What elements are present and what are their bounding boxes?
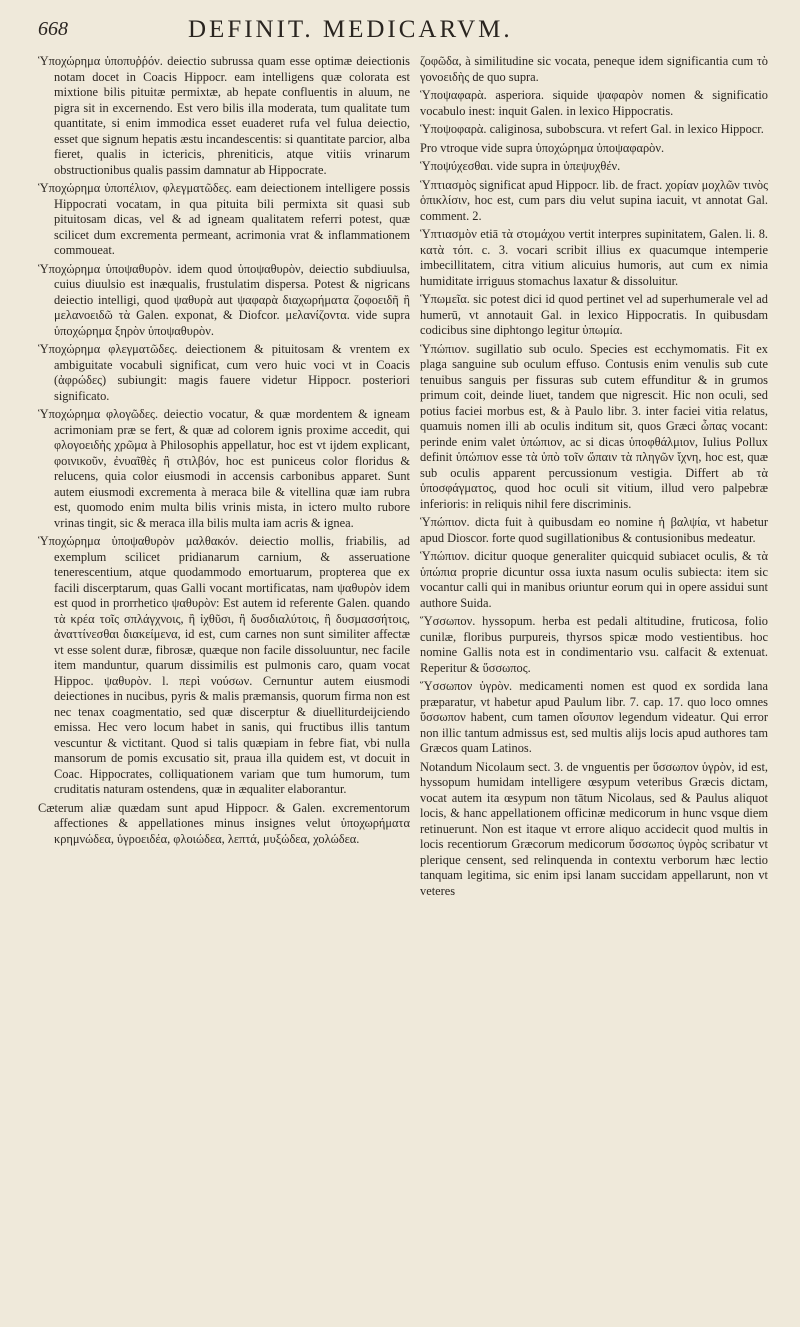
running-title: DEFINIT. MEDICARVM. [188, 16, 513, 43]
entry-paragraph: ζοφῶδα, à similitudine sic vocata, peneque idem significantia cum τὸ γονοειδὴς de quo supra. [420, 54, 768, 84]
entry-paragraph: Ὑπτιασμὸν etiā τὰ στομάχου vertit interpres supinitatem, Galen. li. 8. κατὰ τόπ. c. 3. vocari scribit illius ex quacumque intemperie imbecillitatem, citra vitium alicuius humoris, aut cum ex nimia humiditate irriguus stomachus laxatur & dissoluitur. [420, 227, 768, 288]
left-column [38, 54, 410, 850]
entry-paragraph: Ὕσσωπον ὑγρὸν. medicamenti nomen est quod ex sordida lana præparatur, vt habetur apud Paulum libr. 7. cap. 17. quo loco omnes ὕσσωπον habent, cum tamen οἴσυπον legendum videatur. Qui error non illic tantum admissus est, sed multis alijs locis apud authores tam Græcos quam Latinos. [420, 679, 768, 755]
entry-paragraph: Ὑποψοφαρὰ. caliginosa, subobscura. vt refert Gal. in lexico Hippocr. [420, 122, 764, 136]
entry-paragraph: Ὑπτιασμὸς significat apud Hippocr. lib. de fract. χορίαν μοχλῶν τινὸς ὁπικλίσιν, hoc est, cum pars diu velut supina iacuit, vt annotat Gal. comment. 2. [420, 177, 768, 223]
entry-paragraph: Ὑποχώρημα ὑποπυῤῥόν. deiectio subrussa quam esse optimæ deiectionis notam docet in Coacis Hippocr. eam intelligens quæ colorata est mixtione bilis pituitæ permixtæ, ab hepate confluentis in aluum, ne pigra sit in excernendo. Est vero bilis illa moderata, tum qualitate tum quantitate, si enim immodica esset euaderet rufa vel fulua deiectio, esset que signum hepatis æstu incandescentis: si quantitate parcior, alba fieret, qualis in ictericis, phreniticis, atque vitiis vrinarum obstructionibus qualis passim damnatur ab Hippocrate. [38, 54, 410, 177]
entry-paragraph: Ὑποχώρημα φλογῶδες. deiectio vocatur, & quæ mordentem & igneam acrimoniam præ se fert, & quæ ad colorem ignis proxime accedit, qui φλογοειδὴς χρῶμα à Philosophis appellatur, hoc est vt ijdem explicant, φοινικοῦν, ἐνυαῖθὲς ἢ στιλβόν, hoc est puniceus color floridus & relucens, quia color eiusmodi in accensis carbonibus apparet. Sunt autem eiusmodi excrementa à meraca bile & vitellina quæ iam rubra est, quomodo enim multa bilis vrinis mista, in ictero multo rubore vrinas tingit, sic & meraca illa bilis multa iam acris & ignea. [38, 407, 410, 530]
entry-paragraph: Ὑποχώρημα ὑποπέλιον, φλεγματῶδες. eam deiectionem intelligere possis Hippocrati vocatam, in qua pituita bili permixta sit quasi sub pituitosam dicas, vel & ad igneam qualitatem referri potest, quæ scilicet dum excrementa permeant, acrimonia vrat & inflammationem commoueat. [38, 181, 410, 257]
entry-paragraph: Ὑποχώρημα φλεγματῶδες. deiectionem & pituitosam & vrentem ex ambiguitate vocabuli significat, cum vero huic voci vt in Coacis (ἀφρώδες) subiungit: magis fauere videtur Hippocr. posteriori significato. [38, 342, 410, 403]
page-header [0, 16, 800, 50]
entry-paragraph: Ὑπώπιον. dicitur quoque generaliter quicquid subiacet oculis, & τὰ ὑπώπια proprie dicuntur ossa iuxta nasum oculis subiecta: item sic vocantur calli qui in manibus oriuntur eorum qui in opere assidui sunt authore Suida. [420, 549, 768, 610]
page-number: 668 [38, 18, 68, 40]
entry-paragraph: Ὑποχώρημα ὑποψαθυρὸν μαλθακόν. deiectio mollis, friabilis, ad exemplum scilicet pridianarum carnium, & asseruatione tenerescentium, atque quodammodo emortuarum, propterea que ex facili discerptarum, quas Galli vocant mortificatas, nam ψαθυρὸν idem est quod in prorrhetico ψαθυρὸν: Est autem id referente Galen. quando τὰ κρέα τοῖς σπλάγχνοις, ἢ ἰχθῦσι, ἢ δυσδιαλύτοις, ἢ δυσμασσήτοις, ἀναττίνεσθαι διακείμενα, id est, cum carnes non sunt similiter affectæ vt esse solent duræ, fibrosæ, quæque non facile dissoluuntur, nec facile item manduntur, quarum dissimilis est pulmonis caro, quam vocat Hippoc. ψαθυρὸν. l. περὶ νούσων. Cernuntur autem eiusmodi deiectiones in nucibus, pyris & malis præmansis, quorum firma non est nec tenax coagmentatio, sed quæ discerptur & diuelliturdeijciendo emissa. Hec vero locum habet in sanis, qui fructibus illis tantum vescuntur & victitant. Quod si talis quæpiam in febre fiat, vbi nulla mansorum de pomis excusatio sit, praua illa quidem est, vt docuit in Coac. Hippocrates, colliquationem variam que tum humorum, tum cruditatis naturam ostendens, quæ in æqualiter elaborantur. [38, 534, 410, 796]
entry-paragraph: Cæterum aliæ quædam sunt apud Hippocr. & Galen. excrementorum affectiones & appellationes minus insignes velut ὑποχωρήματα κρημνώδεα, ὑγροειδέα, φλοιώδεα, λεπτά, μυξώδεα, χολώδεα. [38, 800, 410, 846]
entry-paragraph: Ὑποχώρημα ὑποψαθυρὸν. idem quod ὑποψαθυρὸν, deiectio subdiuulsa, cuius diuulsio est inæqualis, frustulatim dispersa. Potest & nigricans deiectio intelligi, quod ψαθυρὰ aut ψαφαρὰ διαχωρήματα ζοφοειδῆ ἢ μελανοειδῶ τὰ Galen. exponat, & Diofcor. μελανίζοντα. vide supra ὑποχώρημα ξηρὸν ὑποψαθυρὸν. [38, 261, 410, 338]
entry-paragraph: Ὑποψύχεσθαι. vide supra in ὑπεψυχθέν. [420, 159, 621, 173]
right-column [420, 54, 768, 902]
entry-paragraph: Ὑποψαφαρὰ. asperiora. siquide ψαφαρὸν nomen & significatio vocabulo inest: inquit Galen. in lexico Hippocratis. [420, 88, 768, 118]
entry-paragraph: Ὕσσωπον. hyssopum. herba est pedali altitudine, fruticosa, folio cunilæ, floribus purpureis, thyrsos spicæ modo vestientibus. hoc nomine Gallis nota est in condimentario vsu. calfacit & extenuat. Reperitur & ὕσσωπος. [420, 614, 768, 675]
entry-paragraph: Ὑπώπιον. dicta fuit à quibusdam eo nomine ἡ βαλψία, vt habetur apud Dioscor. forte quod sugillationibus & contusionibus medeatur. [420, 515, 768, 545]
entry-paragraph: Ὑπωμεῖα. sic potest dici id quod pertinet vel ad superhumerale vel ad humerū, vt annotauit Gal. in lexico Hippocratis. In quibusdam codicibus sine diphtongo legitur ὑπωμία. [420, 292, 768, 337]
entry-paragraph: Pro vtroque vide supra ὑποχώρημα ὑποψαφαρὸν. [420, 140, 665, 155]
entry-paragraph: Ὑπώπιον. sugillatio sub oculo. Species est ecchymomatis. Fit ex plaga sanguine sub oculum effuso. Contusis enim venulis sub cute tenuibus sanguis per fissuras sub cutem effunditur & in grumos primum coit, deinde liuet, tandem que nigrescit. Hic non oculi, sed potius faciei morbus est, & à Paulo libr. 3. inter faciei vitia relatus, quamuis nomen illi ab oculis inditum sit, quos Græci ὦπας vocant: perinde enim valet ὑπώπιον, ac si dicas ὑποφθάλμιον, Iulius Pollux definit ὑπώπιον esse τὰ ὑπὸ τοῖν ὤπαιν τὰ πληγῶν ἴχνη, hoc est, quæ sub oculis apparent percussionum vestigia. Differt ab τὰ ὑποσφάγματος, quod hoc oculi sit vitium, illud vero palpebræ inferioris: in reliquis nihil fere discriminis. [420, 341, 768, 511]
entry-paragraph: Notandum Nicolaum sect. 3. de vnguentis per ὕσσωπον ὑγρὸν, id est, hyssopum humidam intelligere œsypum veteribus Græcis dictam, vocat autem ita œsypum non tātum Nicolaus, sed & Paulus aliquot locis, & hanc appellationem officinæ medicorum in hunc vsque diem retinuerunt. Non est itaque vt errore aliquo accidecit quod multis in locis recentiorum Græcorum medicorum ὕσσωπος ὑγρὸς scribatur vt plerique censent, sed relinquenda in contextu verborum hæc lectio tanquam legitima, sic enim ipsi lanam succidam appellarunt, non vt veteres [420, 759, 768, 898]
